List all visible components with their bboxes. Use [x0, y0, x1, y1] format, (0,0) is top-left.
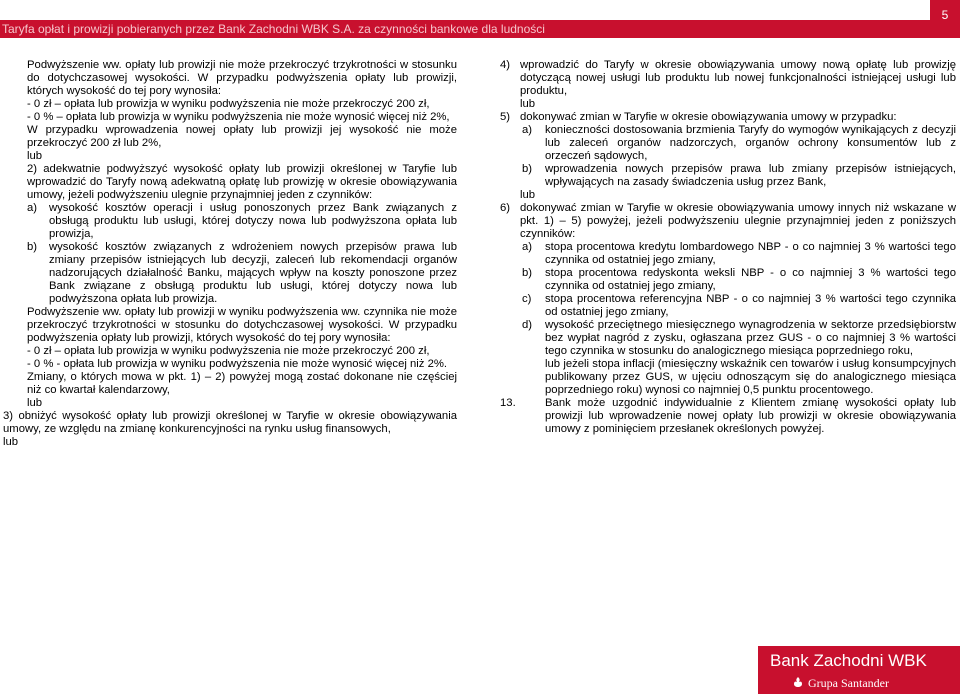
- document-title: Taryfa opłat i prowizji pobieranych przez Bank Zachodni WBK S.A. za czynności bankowe dla ludności: [2, 22, 545, 36]
- paragraph: lub jeżeli stopa inflacji (miesięczny wskaźnik cen towarów i usług konsumpcyjnych publikowany przez GUS, w ujęciu odnoszącym się do analogicznego miesiąca poprzedniego roku) wynosi co najmniej 0,5 punktu procentowego.: [545, 358, 956, 396]
- list-item-text: dokonywać zmian w Taryfie w okresie obowiązywania umowy w przypadku:: [520, 111, 897, 123]
- santander-flame-icon: [792, 676, 804, 688]
- paragraph: lub: [27, 397, 43, 409]
- list-marker: 4): [500, 59, 511, 71]
- list-item-text: wysokość przeciętnego miesięcznego wynagrodzenia w sektorze przedsiębiorstw bez wypłat nagród z zysku, ogłaszana przez GUS - o co najmniej 3 % wartości tego czynnika w stosunku do analogicznego miesiąca poprzedniego roku,: [545, 319, 956, 357]
- list-marker: a): [522, 241, 533, 253]
- paragraph: lub: [520, 189, 536, 201]
- list-item-text: stopa procentowa redyskonta weksli NBP - o co najmniej 3 % wartości tego czynnika od ostatniej jego zmiany,: [545, 267, 956, 292]
- list-marker: 6): [500, 202, 511, 214]
- list-item-text: dokonywać zmian w Taryfie w okresie obowiązywania umowy innych niż wskazane w pkt. 1) – 5) powyżej, jeżeli podwyższeniu ulegnie przynajmniej jeden z poniższych czynników:: [520, 202, 956, 240]
- list-item: [27, 202, 457, 241]
- list-item: [500, 397, 956, 436]
- page-number: 5: [930, 0, 960, 38]
- list-item-text: stopa procentowa kredytu lombardowego NBP - o co najmniej 3 % wartości tego czynnika od ostatniej jego zmiany,: [545, 241, 956, 266]
- paragraph: Podwyższenie ww. opłaty lub prowizji nie może przekroczyć trzykrotności w stosunku do dotychczasowej wysokości. W przypadku podwyższenia opłaty lub prowizji, których wysokość do tej pory wynosiła:: [27, 59, 457, 97]
- paragraph: 3) obniżyć wysokość opłaty lub prowizji określonej w Taryfie w okresie obowiązywania umowy, ze względu na zmianę konkurencyjności na rynku usług finansowych,: [3, 410, 457, 435]
- list-item-text: wysokość kosztów operacji i usług ponoszonych przez Bank związanych z obsługą produktu lub usługi, której dotyczy nowa lub podwyższona opłata lub prowizja,: [49, 202, 457, 240]
- paragraph: Zmiany, o których mowa w pkt. 1) – 2) powyżej mogą zostać dokonane nie częściej niż co kwartał kalendarzowy,: [27, 371, 457, 396]
- list-item-text: konieczności dostosowania brzmienia Taryfy do wymogów wynikających z decyzji lub zaleceń organów nadzorczych, organów ochrony konsumentów lub z orzeczeń sądowych,: [545, 124, 956, 162]
- list-subitem: [500, 163, 956, 189]
- list-subitem: [500, 124, 956, 163]
- paragraph: - 0 % – opłata lub prowizja w wyniku podwyższenia nie może wynosić więcej niż 2%,: [27, 111, 450, 123]
- paragraph: - 0 zł – opłata lub prowizja w wyniku podwyższenia nie może przekroczyć 200 zł,: [27, 98, 430, 110]
- list-marker: b): [522, 163, 533, 175]
- paragraph: - 0 zł – opłata lub prowizja w wyniku podwyższenia nie może przekroczyć 200 zł,: [27, 345, 430, 357]
- right-column: [500, 59, 956, 436]
- list-item: [500, 202, 956, 241]
- logo-bank-name: Bank Zachodni WBK: [770, 651, 927, 670]
- list-marker: d): [522, 319, 533, 331]
- list-item-text: Bank może uzgodnić indywidualnie z Klientem zmianę wysokości opłaty lub prowizji lub wprowadzenie nowej opłaty lub prowizji w okresie obowiązywania umowy z pominięciem przesłanek określonych powyżej.: [545, 397, 956, 435]
- list-subitem: [500, 267, 956, 293]
- list-marker: b): [522, 267, 533, 279]
- list-subitem: [500, 319, 956, 358]
- paragraph: lub: [27, 150, 43, 162]
- paragraph: 2) adekwatnie podwyższyć wysokość opłaty lub prowizji określonej w Taryfie lub wprowadzić do Taryfy nową adekwatną opłatę lub prowizję w okresie obowiązywania umowy, jeżeli podwyższeniu ulegnie przynajmniej jeden z czynników:: [27, 163, 457, 201]
- list-item-text: wprowadzić do Taryfy w okresie obowiązywania umowy nową opłatę lub prowizję dotyczącą nowej usługi lub produktu lub nowej funkcjonalności istniejącej usługi lub produktu,: [520, 59, 956, 97]
- paragraph: lub: [520, 98, 536, 110]
- list-item: [27, 241, 457, 306]
- list-marker: 13.: [500, 397, 516, 409]
- list-item: [500, 111, 956, 124]
- left-column: [3, 59, 457, 449]
- list-item: [500, 59, 956, 98]
- list-marker: a): [522, 124, 533, 136]
- list-marker: a): [27, 202, 38, 214]
- paragraph: lub: [3, 436, 19, 448]
- list-subitem: [500, 293, 956, 319]
- paragraph: Podwyższenie ww. opłaty lub prowizji w wyniku podwyższenia ww. czynnika nie może przekroczyć trzykrotności w stosunku do dotychczasowej wysokości. W przypadku podwyższenia opłaty lub prowizji, których wysokość do tej pory wynosiła:: [27, 306, 457, 344]
- paragraph: W przypadku wprowadzenia nowej opłaty lub prowizji jej wysokość nie może przekroczyć 200 zł lub 2%,: [27, 124, 457, 149]
- list-item-text: stopa procentowa referencyjna NBP - o co najmniej 3 % wartości tego czynnika od ostatniej jego zmiany,: [545, 293, 956, 318]
- list-marker: b): [27, 241, 38, 253]
- list-marker: c): [522, 293, 532, 305]
- logo-group-name: Grupa Santander: [808, 676, 889, 690]
- list-item-text: wysokość kosztów związanych z wdrożeniem nowych przepisów prawa lub zmiany przepisów istniejących lub decyzji, zaleceń lub rekomendacji organów nadzorujących działalność Banku, mających wpływ na koszty ponoszone przez Bank związane z obsługą produktu lub usługi, której dotyczy nowa lub podwyższona opłata lub prowizja.: [49, 241, 457, 305]
- bank-logo: [758, 646, 960, 694]
- list-item-text: wprowadzenia nowych przepisów prawa lub zmiany przepisów istniejących, wpływających na zasady świadczenia usług przez Bank,: [545, 163, 956, 188]
- list-marker: 5): [500, 111, 511, 123]
- header-bar: [0, 20, 930, 38]
- list-subitem: [500, 241, 956, 267]
- paragraph: - 0 % - opłata lub prowizja w wyniku podwyższenia nie może wynosić więcej niż 2%.: [27, 358, 448, 370]
